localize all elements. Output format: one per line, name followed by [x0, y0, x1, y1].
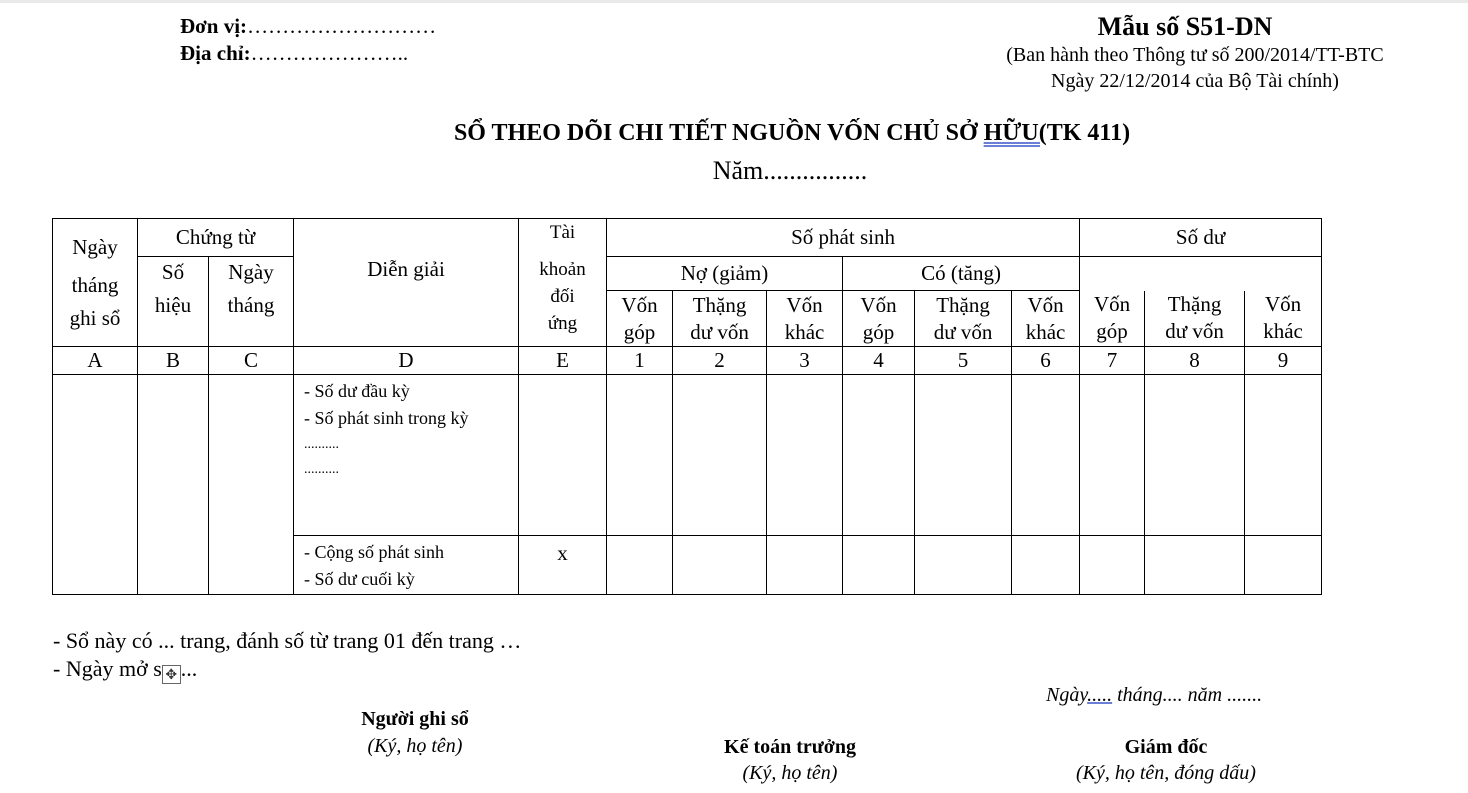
- header-counter-account: [519, 219, 607, 347]
- col-code-a: A: [53, 347, 138, 375]
- desc-closing-balance: - Số dư cuối kỳ: [304, 569, 415, 589]
- page-title: [300, 120, 1284, 147]
- col-code-5: 5: [915, 347, 1012, 375]
- header-date-recorded: [53, 219, 138, 347]
- header-balance-other-line-1: Vốn: [1264, 292, 1302, 317]
- col-code-c: C: [209, 347, 294, 375]
- accountant-title: Kế toán trưởng: [724, 736, 856, 758]
- sign-date-dots: .....: [1087, 684, 1113, 706]
- year-line: Năm................: [712, 156, 868, 185]
- header-debit-surplus-line-1: Thặng: [692, 292, 747, 317]
- col-code-1: 1: [607, 347, 673, 375]
- header-date-line-2: tháng: [71, 272, 119, 297]
- col-code-9: 9: [1245, 347, 1322, 375]
- recorder-note: (Ký, họ tên): [367, 735, 463, 757]
- header-debit-other-line-2: khác: [784, 319, 825, 344]
- header-credit-other-line-2: khác: [1025, 319, 1066, 344]
- header-voucher-date: [209, 257, 294, 347]
- header-balance-capital: [1080, 291, 1145, 347]
- note-open-date-suffix: ...: [180, 656, 198, 681]
- desc-dots-1: ..........: [304, 437, 340, 452]
- header-voucher-number: [138, 257, 209, 347]
- cell-sum-8: [1145, 536, 1245, 595]
- move-handle-icon[interactable]: ✥: [162, 665, 181, 684]
- header-row-2: [53, 257, 1322, 291]
- cell-account-summary: x: [519, 536, 607, 595]
- header-debit-other-line-1: Vốn: [786, 292, 823, 317]
- issued-line-1: (Ban hành theo Thông tư số 200/2014/TT-BTC: [1006, 44, 1384, 66]
- unit-dots: ………………………: [247, 14, 437, 38]
- header-voucher-number-line-2: hiệu: [154, 293, 192, 317]
- col-code-7: 7: [1080, 347, 1145, 375]
- header-debit-surplus-line-2: dư vốn: [690, 319, 749, 344]
- title-part-2: HỮU(: [983, 120, 1047, 146]
- header-date-line-1: Ngày: [72, 234, 118, 259]
- title-part-3: TK 411): [1046, 120, 1131, 146]
- cell-body-1: [607, 375, 673, 536]
- cell-voucher-number: [138, 375, 209, 595]
- header-voucher: Chứng từ: [138, 219, 294, 257]
- header-debit-capital-line-1: Vốn: [621, 292, 658, 317]
- cell-body-5: [915, 375, 1012, 536]
- address-line: [180, 41, 408, 66]
- header-credit-capital-line-2: góp: [862, 319, 895, 344]
- header-debit-other: [767, 291, 843, 347]
- header-credit-surplus-line-2: dư vốn: [933, 319, 993, 344]
- cell-sum-2: [673, 536, 767, 595]
- header-account-line-3: đối: [550, 286, 575, 307]
- header-balance-capital-line-1: Vốn: [1093, 292, 1131, 317]
- desc-arising-in-period: - Số phát sinh trong kỳ: [304, 408, 469, 428]
- cell-body-3: [767, 375, 843, 536]
- cell-description-body: [294, 375, 519, 536]
- desc-total-arising: - Cộng số phát sinh: [304, 542, 445, 562]
- table-row-body: [53, 375, 1322, 536]
- col-code-8: 8: [1145, 347, 1245, 375]
- header-balance-other-line-2: khác: [1263, 319, 1303, 344]
- form-number: Mẫu số S51-DN: [1097, 12, 1273, 41]
- col-code-3: 3: [767, 347, 843, 375]
- issued-line-2: Ngày 22/12/2014 của Bộ Tài chính): [1051, 70, 1339, 92]
- header-credit-other-line-1: Vốn: [1027, 292, 1064, 317]
- cell-sum-7: [1080, 536, 1145, 595]
- header-credit-capital: [843, 291, 915, 347]
- cell-sum-6: [1012, 536, 1080, 595]
- header-debit: Nợ (giảm): [607, 257, 843, 291]
- sign-date-line: [1046, 684, 1262, 707]
- cell-sum-9: [1245, 536, 1322, 595]
- note-open-date: [53, 656, 197, 684]
- cell-body-7: [1080, 375, 1145, 536]
- ledger-table: [52, 218, 1322, 595]
- cell-sum-3: [767, 536, 843, 595]
- header-row-1: [53, 219, 1322, 257]
- unit-line: [180, 14, 436, 39]
- director-note: (Ký, họ tên, đóng dấu): [1076, 762, 1256, 784]
- header-credit-other: [1012, 291, 1080, 347]
- cell-date-recorded: [53, 375, 138, 595]
- sign-date-rest: tháng.... năm .......: [1112, 684, 1263, 706]
- cell-body-6: [1012, 375, 1080, 536]
- header-balance-surplus-line-2: dư vốn: [1165, 319, 1224, 344]
- header-balance-blank: [1080, 257, 1322, 291]
- col-code-e: E: [519, 347, 607, 375]
- header-balance-capital-line-2: góp: [1096, 319, 1128, 344]
- header-balance-surplus: [1145, 291, 1245, 347]
- col-code-6: 6: [1012, 347, 1080, 375]
- header-voucher-date-line-2: tháng: [227, 293, 275, 317]
- note-open-date-prefix: - Ngày mở s: [53, 656, 162, 681]
- header-balance-other: [1245, 291, 1322, 347]
- note-pages: - Sổ này có ... trang, đánh số từ trang 01 đến trang …: [53, 628, 522, 653]
- cell-body-9: [1245, 375, 1322, 536]
- header-voucher-number-line-1: Số: [161, 260, 185, 284]
- header-balance: Số dư: [1080, 219, 1322, 257]
- cell-sum-4: [843, 536, 915, 595]
- header-debit-surplus: [673, 291, 767, 347]
- header-account-line-1: Tài: [549, 222, 576, 243]
- cell-body-4: [843, 375, 915, 536]
- cell-sum-5: [915, 536, 1012, 595]
- director-title: Giám đốc: [1124, 736, 1208, 758]
- header-arising: Số phát sinh: [607, 219, 1080, 257]
- unit-label: Đơn vị:: [180, 14, 248, 38]
- top-border-line: [0, 0, 1468, 3]
- header-credit-capital-line-1: Vốn: [860, 292, 897, 317]
- col-code-d: D: [294, 347, 519, 375]
- desc-dots-2: ..........: [304, 462, 340, 477]
- cell-body-8: [1145, 375, 1245, 536]
- header-date-line-3: ghi sổ: [69, 305, 121, 330]
- header-account-line-2: khoản: [539, 259, 586, 280]
- col-code-4: 4: [843, 347, 915, 375]
- header-balance-surplus-line-1: Thặng: [1167, 292, 1222, 317]
- header-voucher-date-line-1: Ngày: [228, 260, 274, 284]
- header-credit-surplus-line-1: Thặng: [936, 292, 990, 317]
- cell-account-body: [519, 375, 607, 536]
- header-credit: Có (tăng): [843, 257, 1080, 291]
- cell-description-summary: [294, 536, 519, 595]
- col-code-b: B: [138, 347, 209, 375]
- header-credit-surplus: [915, 291, 1012, 347]
- address-dots: …………………..: [250, 41, 409, 65]
- accountant-note: (Ký, họ tên): [742, 762, 838, 784]
- address-label: Địa chỉ:: [180, 41, 251, 65]
- col-code-2: 2: [673, 347, 767, 375]
- header-debit-capital-line-2: góp: [623, 319, 656, 344]
- recorder-title: Người ghi sổ: [361, 708, 469, 730]
- cell-voucher-date: [209, 375, 294, 595]
- header-debit-capital: [607, 291, 673, 347]
- cell-body-2: [673, 375, 767, 536]
- column-code-row: [53, 347, 1322, 375]
- cell-sum-1: [607, 536, 673, 595]
- desc-opening-balance: - Số dư đầu kỳ: [304, 381, 410, 401]
- sign-date-prefix: Ngày: [1046, 684, 1088, 706]
- title-part-1: SỔ THEO DÕI CHI TIẾT NGUỒN VỐN CHỦ SỞ: [453, 120, 984, 146]
- header-description: Diễn giải: [294, 219, 519, 347]
- header-account-line-4: ứng: [547, 313, 578, 334]
